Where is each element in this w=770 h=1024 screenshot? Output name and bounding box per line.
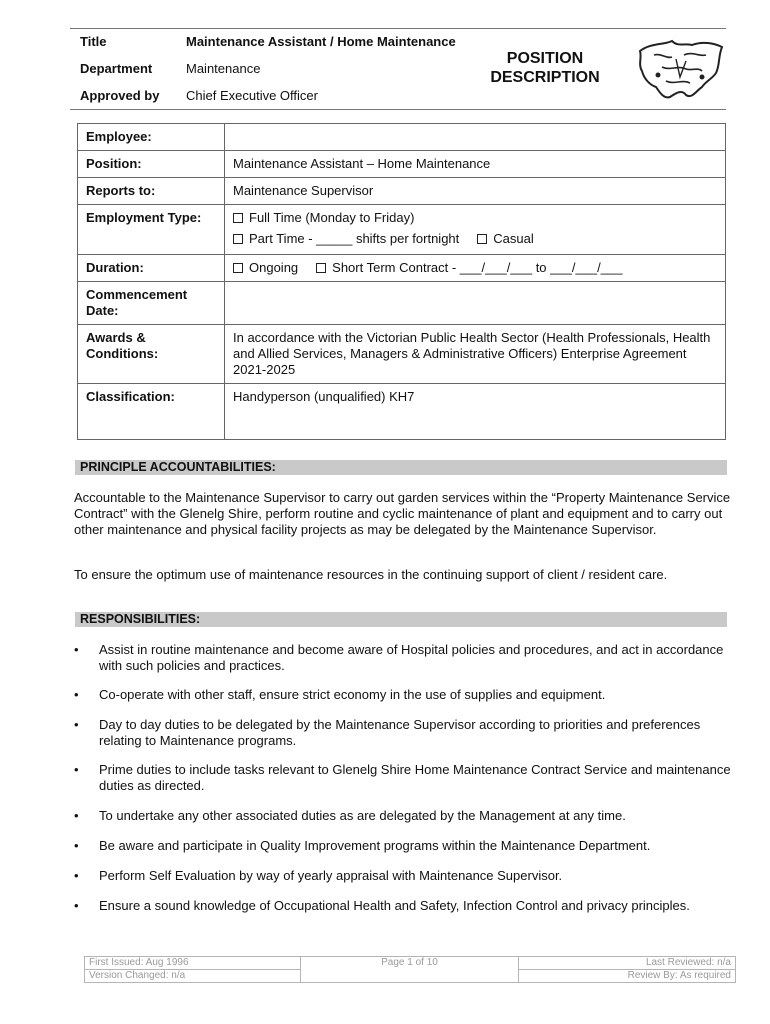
bullet-icon: • [74, 838, 79, 853]
ongoing-checkbox[interactable] [233, 263, 243, 273]
list-item [74, 642, 734, 674]
responsibility-text: Day to day duties to be delegated by the Maintenance Supervisor according to priorities and preferences relating to Maintenance programs. [99, 717, 701, 748]
bullet-icon: • [74, 868, 79, 883]
responsibility-text: Be aware and participate in Quality Improvement programs within the Maintenance Department. [99, 838, 651, 853]
duration-row [78, 255, 726, 282]
position-row [78, 151, 726, 178]
duration-label: Duration: [78, 255, 225, 282]
commencement-label: Commencement Date: [78, 282, 225, 325]
review-by: Review By: As required [519, 970, 736, 983]
title-label: Title [80, 34, 107, 49]
commencement-value[interactable] [225, 282, 726, 325]
list-item [74, 717, 734, 749]
list-item [74, 868, 734, 884]
position-label: Position: [78, 151, 225, 178]
casual-checkbox[interactable] [477, 234, 487, 244]
bullet-icon: • [74, 717, 79, 732]
employee-value[interactable] [225, 124, 726, 151]
page-number: Page 1 of 10 [301, 957, 519, 983]
position-description-title [476, 49, 614, 87]
list-item [74, 838, 734, 854]
document-header [70, 28, 726, 110]
full-time-label: Full Time (Monday to Friday) [249, 210, 415, 225]
employment-type-options [225, 205, 726, 255]
list-item [74, 762, 734, 794]
bullet-icon: • [74, 687, 79, 702]
document-footer [84, 956, 736, 983]
awards-row [78, 325, 726, 384]
last-reviewed: Last Reviewed: n/a [519, 957, 736, 970]
position-info-table [77, 123, 726, 440]
title-value: Maintenance Assistant / Home Maintenance [186, 34, 456, 49]
responsibility-text: Co-operate with other staff, ensure strict economy in the use of supplies and equipment. [99, 687, 606, 702]
employment-type-row [78, 205, 726, 255]
list-item [74, 898, 734, 914]
bullet-icon: • [74, 642, 79, 657]
full-time-checkbox[interactable] [233, 213, 243, 223]
employee-label: Employee: [78, 124, 225, 151]
position-title-line1: POSITION [506, 50, 584, 67]
awards-value: In accordance with the Victorian Public Health Sector (Health Professionals, Health and Allied Services, Managers & Administrative Officers) Enterprise Agreement 2021-2025 [225, 325, 726, 384]
reports-to-label: Reports to: [78, 178, 225, 205]
employment-type-label: Employment Type: [78, 205, 225, 255]
casual-label: Casual [493, 231, 534, 246]
bullet-icon: • [74, 808, 79, 823]
first-issued: First Issued: Aug 1996 [85, 957, 301, 970]
short-term-checkbox[interactable] [316, 263, 326, 273]
position-value: Maintenance Assistant – Home Maintenance [225, 151, 726, 178]
department-label: Department [80, 61, 153, 76]
bullet-icon: • [74, 762, 79, 777]
commencement-row [78, 282, 726, 325]
principle-accountabilities-heading: PRINCIPLE ACCOUNTABILITIES: [75, 460, 727, 475]
position-title-line2: DESCRIPTION [490, 69, 600, 86]
responsibilities-heading: RESPONSIBILITIES: [75, 612, 727, 627]
responsibilities-list [74, 642, 734, 914]
organisation-logo-icon [636, 37, 724, 103]
responsibility-text: To undertake any other associated duties as are delegated by the Management at any time. [99, 808, 626, 823]
part-time-label: Part Time - _____ shifts per fortnight [249, 231, 460, 246]
principle-paragraph-1: Accountable to the Maintenance Supervisor to carry out garden services within the “Property Maintenance Service Contract” with the Glenelg Shire, perform routine and cyclic maintenance of plant and equipment and to carry out other maintenance and physical facility projects as may be delegated by the Maintenance Supervisor. [74, 490, 731, 537]
ongoing-label: Ongoing [249, 260, 299, 275]
classification-value: Handyperson (unqualified) KH7 [225, 384, 726, 440]
principle-paragraph-2: To ensure the optimum use of maintenance resources in the continuing support of client / resident care. [74, 567, 668, 582]
responsibility-text: Prime duties to include tasks relevant to Glenelg Shire Home Maintenance Contract Service and maintenance duties as directed. [99, 762, 731, 793]
reports-to-row [78, 178, 726, 205]
approved-label: Approved by [80, 88, 160, 103]
awards-label: Awards & Conditions: [78, 325, 225, 384]
employee-row [78, 124, 726, 151]
classification-label: Classification: [78, 384, 225, 440]
reports-to-value: Maintenance Supervisor [225, 178, 726, 205]
responsibility-text: Perform Self Evaluation by way of yearly appraisal with Maintenance Supervisor. [99, 868, 563, 883]
classification-row [78, 384, 726, 440]
list-item [74, 808, 734, 824]
short-term-label: Short Term Contract - ___/___/___ to ___/___/___ [332, 260, 623, 275]
responsibility-text: Ensure a sound knowledge of Occupational Health and Safety, Infection Control and privacy principles. [99, 898, 690, 913]
part-time-checkbox[interactable] [233, 234, 243, 244]
version-changed: Version Changed: n/a [85, 970, 301, 983]
responsibility-text: Assist in routine maintenance and become aware of Hospital policies and procedures, and act in accordance with such policies and practices. [99, 642, 724, 673]
list-item [74, 687, 734, 703]
department-value: Maintenance [186, 61, 261, 76]
bullet-icon: • [74, 898, 79, 913]
duration-options [225, 255, 726, 282]
approved-value: Chief Executive Officer [186, 88, 318, 103]
